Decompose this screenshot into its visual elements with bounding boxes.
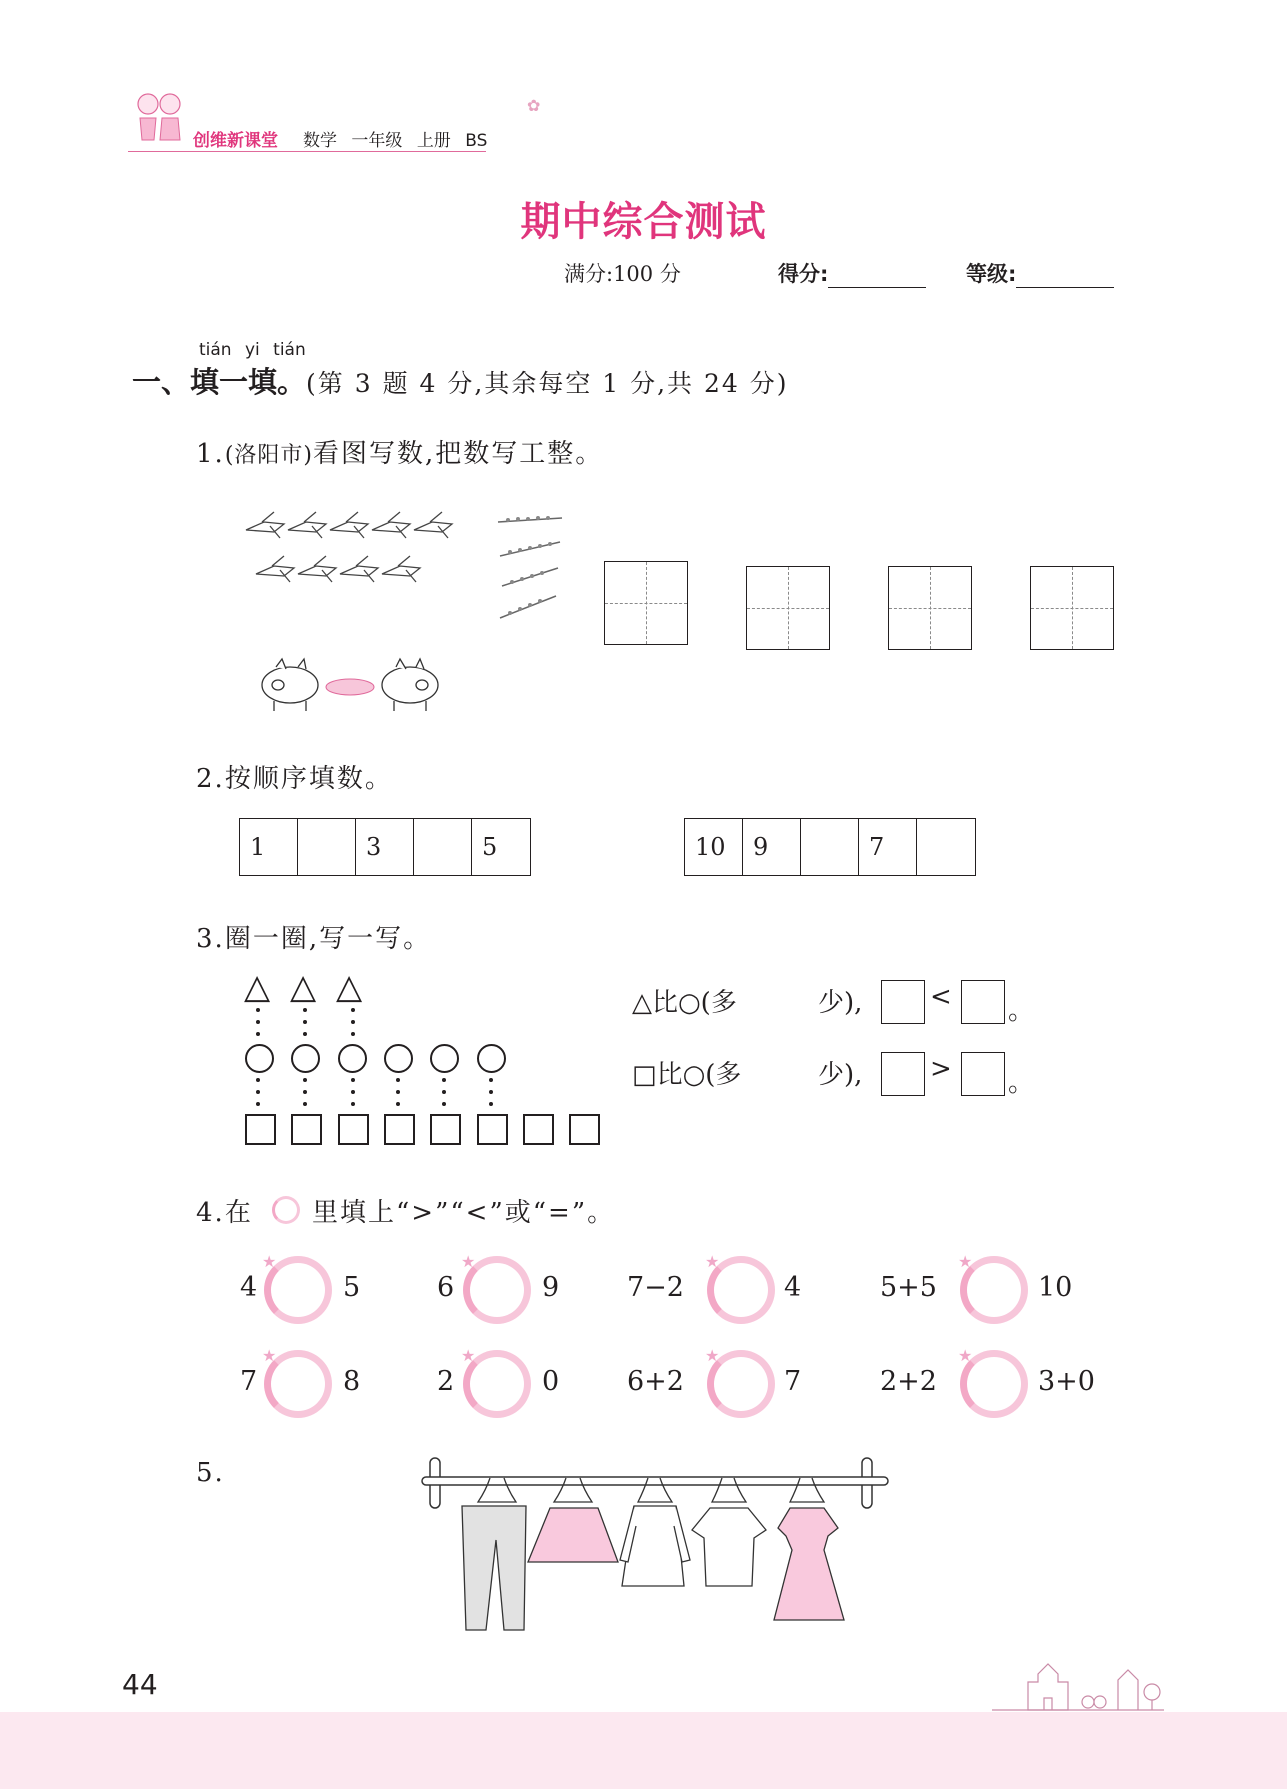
- period: 。: [1008, 996, 1035, 1026]
- star-icon: ★: [461, 1252, 476, 1271]
- wheat-illustration: [494, 512, 569, 626]
- seq-a-cell[interactable]: [298, 819, 356, 875]
- circle-shape: [477, 1044, 506, 1073]
- q3-number: 3.: [196, 924, 225, 954]
- seq-a-cell: 1: [240, 819, 298, 875]
- q3-row2-text: [632, 1054, 741, 1091]
- square-shape: [523, 1114, 554, 1145]
- castle-illustration: [988, 1652, 1168, 1716]
- square-shape: [245, 1114, 276, 1145]
- brand-name: 创维新课堂: [193, 131, 278, 151]
- full-score: 满分:100 分: [564, 262, 681, 286]
- star-icon: ★: [705, 1252, 720, 1271]
- seq-a-cell: 5: [482, 833, 498, 861]
- answer-box[interactable]: [961, 1052, 1005, 1096]
- q3-instruction: 圈一圈,写一写。: [224, 924, 432, 954]
- q4-text-a: 在: [224, 1198, 253, 1228]
- header-illustration: [128, 88, 192, 156]
- book-info: [303, 126, 496, 151]
- q3-row1-prefix: △比○(多: [632, 988, 737, 1018]
- expr-right: 4: [784, 1272, 802, 1303]
- q3-text: [196, 918, 431, 955]
- square-shape: [430, 1114, 461, 1145]
- dotted-link: [303, 1078, 307, 1114]
- writing-grid-4[interactable]: [1030, 566, 1114, 650]
- grade-field: [966, 258, 1114, 288]
- q1-number: 1.: [196, 439, 225, 469]
- seq-b-cell[interactable]: [917, 819, 975, 875]
- volume: 上册: [416, 131, 451, 151]
- expr-left: 7−2: [627, 1272, 684, 1303]
- footer-band: [0, 1712, 1287, 1789]
- sequence-b: [684, 818, 976, 876]
- seq-b-cell: 10: [685, 819, 743, 875]
- score-label: 得分:: [778, 262, 829, 286]
- expr-right: 10: [1038, 1272, 1073, 1303]
- q1-instruction: 看图写数,把数写工整。: [312, 439, 604, 469]
- page-number: 44: [122, 1668, 158, 1701]
- circle-shape: [245, 1044, 274, 1073]
- answer-box[interactable]: [961, 980, 1005, 1024]
- seq-b-cell[interactable]: [801, 819, 859, 875]
- square-shape: [477, 1114, 508, 1145]
- section-title: 一、填一填。: [132, 365, 307, 399]
- seq-b-cell: 7: [859, 819, 917, 875]
- writing-grid-3[interactable]: [888, 566, 972, 650]
- star-icon: ★: [262, 1346, 277, 1365]
- expr-left: 2: [437, 1366, 455, 1397]
- section-pinyin: tián yi tián: [199, 340, 306, 360]
- answer-box[interactable]: [881, 1052, 925, 1096]
- writing-grid-2[interactable]: [746, 566, 830, 650]
- expr-left: 7: [240, 1366, 258, 1397]
- section-desc: (第 3 题 4 分,其余每空 1 分,共 24 分): [306, 369, 789, 398]
- seq-a-cell[interactable]: [414, 819, 472, 875]
- expr-right: 3+0: [1038, 1366, 1095, 1397]
- triangle-shape: △: [290, 967, 317, 1007]
- birds-illustration: [244, 510, 454, 614]
- header-divider: [128, 151, 486, 152]
- grade: 一年级: [351, 131, 403, 151]
- q5-number: 5.: [196, 1458, 225, 1488]
- greater-than-sign: >: [930, 1054, 952, 1084]
- star-icon: ★: [958, 1346, 973, 1365]
- sequence-a: [239, 818, 531, 876]
- writing-grid-1[interactable]: [604, 561, 688, 645]
- dotted-link: [351, 1078, 355, 1114]
- dotted-link: [256, 1008, 260, 1044]
- subject: 数学: [303, 131, 337, 151]
- dotted-link: [303, 1008, 307, 1044]
- q4-text-b: 里填上“>”“<”或“=”。: [312, 1198, 616, 1228]
- expr-right: 9: [542, 1272, 560, 1303]
- square-shape: [569, 1114, 600, 1145]
- less-than-sign: <: [930, 982, 952, 1012]
- triangle-shape: △: [244, 967, 271, 1007]
- q1-text: [196, 433, 603, 470]
- clothes-rack-illustration: [420, 1450, 890, 1644]
- expr-right: 5: [343, 1272, 361, 1303]
- square-shape: [291, 1114, 322, 1145]
- answer-box[interactable]: [881, 980, 925, 1024]
- edition: BS: [465, 131, 488, 151]
- q1-source: (洛阳市): [224, 443, 313, 468]
- grade-label: 等级:: [966, 262, 1017, 286]
- star-icon: ★: [705, 1346, 720, 1365]
- expr-left: 6: [437, 1272, 455, 1303]
- grade-blank[interactable]: [1016, 263, 1114, 288]
- flower-icon: ✿: [527, 96, 541, 115]
- star-icon: ★: [262, 1252, 277, 1271]
- circle-shape: [384, 1044, 413, 1073]
- expr-left: 5+5: [880, 1272, 937, 1303]
- q4-number: 4.: [196, 1198, 225, 1228]
- q2-instruction: 按顺序填数。: [224, 764, 393, 794]
- dotted-link: [256, 1078, 260, 1114]
- circle-shape: [291, 1044, 320, 1073]
- seq-a-cell: 3: [356, 819, 414, 875]
- dotted-link: [489, 1078, 493, 1114]
- score-blank[interactable]: [828, 263, 926, 288]
- expr-left: 4: [240, 1272, 258, 1303]
- q3-row2-prefix: □比○(多: [632, 1060, 742, 1090]
- dotted-link: [351, 1008, 355, 1044]
- dotted-link: [396, 1078, 400, 1114]
- pigs-illustration: [260, 655, 470, 719]
- triangle-shape: △: [336, 967, 363, 1007]
- expr-right: 7: [784, 1366, 802, 1397]
- q3-row1-text: [632, 982, 737, 1019]
- star-icon: ★: [958, 1252, 973, 1271]
- circle-placeholder-icon: [272, 1196, 300, 1224]
- page-title: 期中综合测试: [520, 199, 767, 245]
- expr-right: 0: [542, 1366, 560, 1397]
- dotted-link: [442, 1078, 446, 1114]
- expr-right: 8: [343, 1366, 361, 1397]
- q3-row2-less: 少),: [818, 1060, 863, 1090]
- expr-left: 6+2: [627, 1366, 684, 1397]
- seq-b-cell: 9: [743, 819, 801, 875]
- period: 。: [1008, 1068, 1035, 1098]
- circle-shape: [338, 1044, 367, 1073]
- q3-row1-less: 少),: [818, 988, 863, 1018]
- section-heading: [132, 360, 789, 401]
- square-shape: [338, 1114, 369, 1145]
- q2-text: [196, 758, 393, 795]
- expr-left: 2+2: [880, 1366, 937, 1397]
- q4-text: [196, 1192, 253, 1229]
- star-icon: ★: [461, 1346, 476, 1365]
- square-shape: [384, 1114, 415, 1145]
- score-field: [778, 258, 926, 288]
- circle-shape: [430, 1044, 459, 1073]
- q2-number: 2.: [196, 764, 225, 794]
